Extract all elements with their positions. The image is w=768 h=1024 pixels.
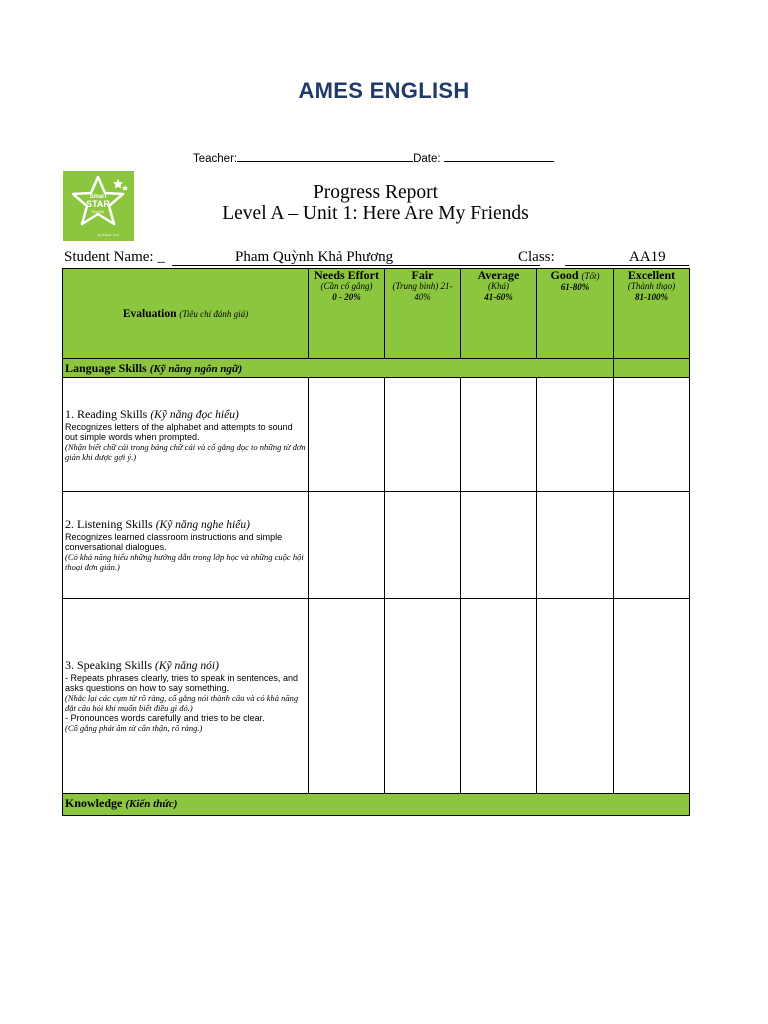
- col-needs-effort-range: 0 - 20%: [332, 292, 361, 302]
- student-name-value: Pham Quỳnh Khả Phương: [235, 249, 394, 265]
- rating-cell[interactable]: [385, 599, 461, 794]
- table-row: [63, 492, 690, 599]
- reading-desc-vi: (Nhận biết chữ cái trong bảng chữ cái và cố gắng đọc to những từ đơn giản khi được gợi ý.): [65, 441, 306, 462]
- rating-cell[interactable]: [385, 378, 461, 492]
- report-subtitle: Level A – Unit 1: Here Are My Friends: [222, 203, 529, 224]
- col-good: [537, 269, 614, 359]
- col-fair: [385, 269, 461, 359]
- evaluation-label-vi: (Tiêu chí đánh giá): [179, 308, 249, 319]
- col-needs-effort-title: Needs Effort: [314, 268, 379, 282]
- rating-cell[interactable]: [614, 599, 690, 794]
- speaking-desc-vi-2: (Cố gắng phát âm từ cẩn thận, rõ ràng.): [65, 723, 203, 733]
- table-row: [63, 599, 690, 794]
- rating-cell[interactable]: [537, 599, 614, 794]
- rating-cell[interactable]: [461, 492, 537, 599]
- class-field[interactable]: [565, 249, 689, 266]
- speaking-title: 3. Speaking Skills: [65, 658, 153, 672]
- logo-text-star: STAR: [86, 199, 110, 209]
- speaking-desc-vi-1: (Nhắc lại các cụm từ rõ ràng, cố gắng nói thành câu và có khả năng đặt câu hỏi khi muốn biết điều gì đó.): [65, 693, 299, 713]
- logo-text-english: English: [91, 209, 105, 214]
- speaking-title-vi: (Kỹ năng nói): [155, 660, 219, 672]
- section-row-language: [63, 359, 690, 378]
- section-language-skills: [63, 359, 614, 378]
- evaluation-header: [63, 269, 309, 359]
- section-language-title-vi: (Kỹ năng ngôn ngữ): [149, 363, 243, 375]
- class-label: Class:: [518, 249, 555, 265]
- logo-text-publisher: by Oxford / YLE: [97, 233, 119, 237]
- listening-desc-vi: (Có khả năng hiểu những hướng dẫn trong lớp học và những cuộc hội thoại đơn giản.): [65, 552, 304, 572]
- rating-cell[interactable]: [614, 492, 690, 599]
- listening-title: 2. Listening Skills: [65, 517, 153, 531]
- student-name-label: Student Name: _: [64, 249, 165, 265]
- col-excellent-title: Excellent: [627, 268, 676, 282]
- report-title: Progress Report: [312, 182, 439, 203]
- brand-title: AMES ENGLISH: [298, 78, 470, 103]
- reading-skills-cell: [63, 378, 309, 492]
- class-value: AA19: [629, 249, 666, 265]
- col-fair-vi: (Trung bình) 21-40%: [392, 281, 453, 302]
- col-average-range: 41-60%: [484, 292, 513, 302]
- teacher-date-line: [193, 151, 554, 165]
- rating-cell[interactable]: [537, 492, 614, 599]
- col-fair-title: Fair: [411, 268, 434, 282]
- col-good-range: 61-80%: [560, 282, 590, 292]
- col-excellent-range: 81-100%: [635, 292, 668, 302]
- section-knowledge: [63, 794, 690, 816]
- rating-cell[interactable]: [309, 599, 385, 794]
- col-good-vi: (Tốt): [581, 271, 600, 281]
- col-good-title: Good: [550, 268, 579, 282]
- reading-title: 1. Reading Skills: [65, 406, 148, 421]
- section-knowledge-title: Knowledge: [65, 796, 123, 810]
- evaluation-label: Evaluation: [122, 307, 177, 320]
- col-average: [461, 269, 537, 359]
- reading-desc-en: Recognizes letters of the alphabet and attempts to sound out simple words when prompted.: [65, 421, 293, 442]
- rating-cell[interactable]: [461, 378, 537, 492]
- table-header-row: [63, 269, 690, 359]
- teacher-field[interactable]: [237, 151, 413, 162]
- speaking-desc-en-2: - Pronounces words carefully and tries to be clear.: [65, 713, 265, 723]
- section-row-knowledge: [63, 794, 690, 816]
- speaking-desc-en-1: - Repeats phrases clearly, tries to speak in sentences, and asks questions on how to say something.: [65, 673, 298, 693]
- col-excellent-vi: (Thành thạo): [627, 281, 676, 291]
- rating-cell[interactable]: [385, 492, 461, 599]
- rating-cell[interactable]: [309, 378, 385, 492]
- logo-text-smart: Smart: [89, 194, 107, 200]
- date-label: Date:: [413, 153, 441, 165]
- listening-skills-cell: [63, 492, 309, 599]
- section-language-empty-cell: [614, 359, 690, 378]
- col-average-title: Average: [477, 268, 520, 282]
- rating-cell[interactable]: [309, 492, 385, 599]
- col-average-vi: (Khá): [488, 281, 509, 291]
- col-needs-effort: [309, 269, 385, 359]
- col-excellent: [614, 269, 690, 359]
- student-info-row: [63, 249, 690, 269]
- progress-table: [62, 268, 690, 816]
- speaking-skills-cell: [63, 599, 309, 794]
- section-knowledge-title-vi: (Kiến thức): [125, 798, 178, 810]
- date-field[interactable]: [444, 151, 554, 162]
- teacher-label: Teacher:: [193, 153, 238, 165]
- rating-cell[interactable]: [537, 378, 614, 492]
- col-needs-effort-vi: (Cần cố gắng): [320, 281, 373, 291]
- rating-cell[interactable]: [461, 599, 537, 794]
- section-language-title: Language Skills: [65, 361, 147, 375]
- listening-title-vi: (Kỹ năng nghe hiểu): [155, 519, 250, 531]
- table-row: [63, 378, 690, 492]
- rating-cell[interactable]: [614, 378, 690, 492]
- reading-title-vi: (Kỹ năng đọc hiểu): [150, 408, 239, 421]
- listening-desc-en: Recognizes learned classroom instructions and simple conversational dialogues.: [65, 532, 283, 552]
